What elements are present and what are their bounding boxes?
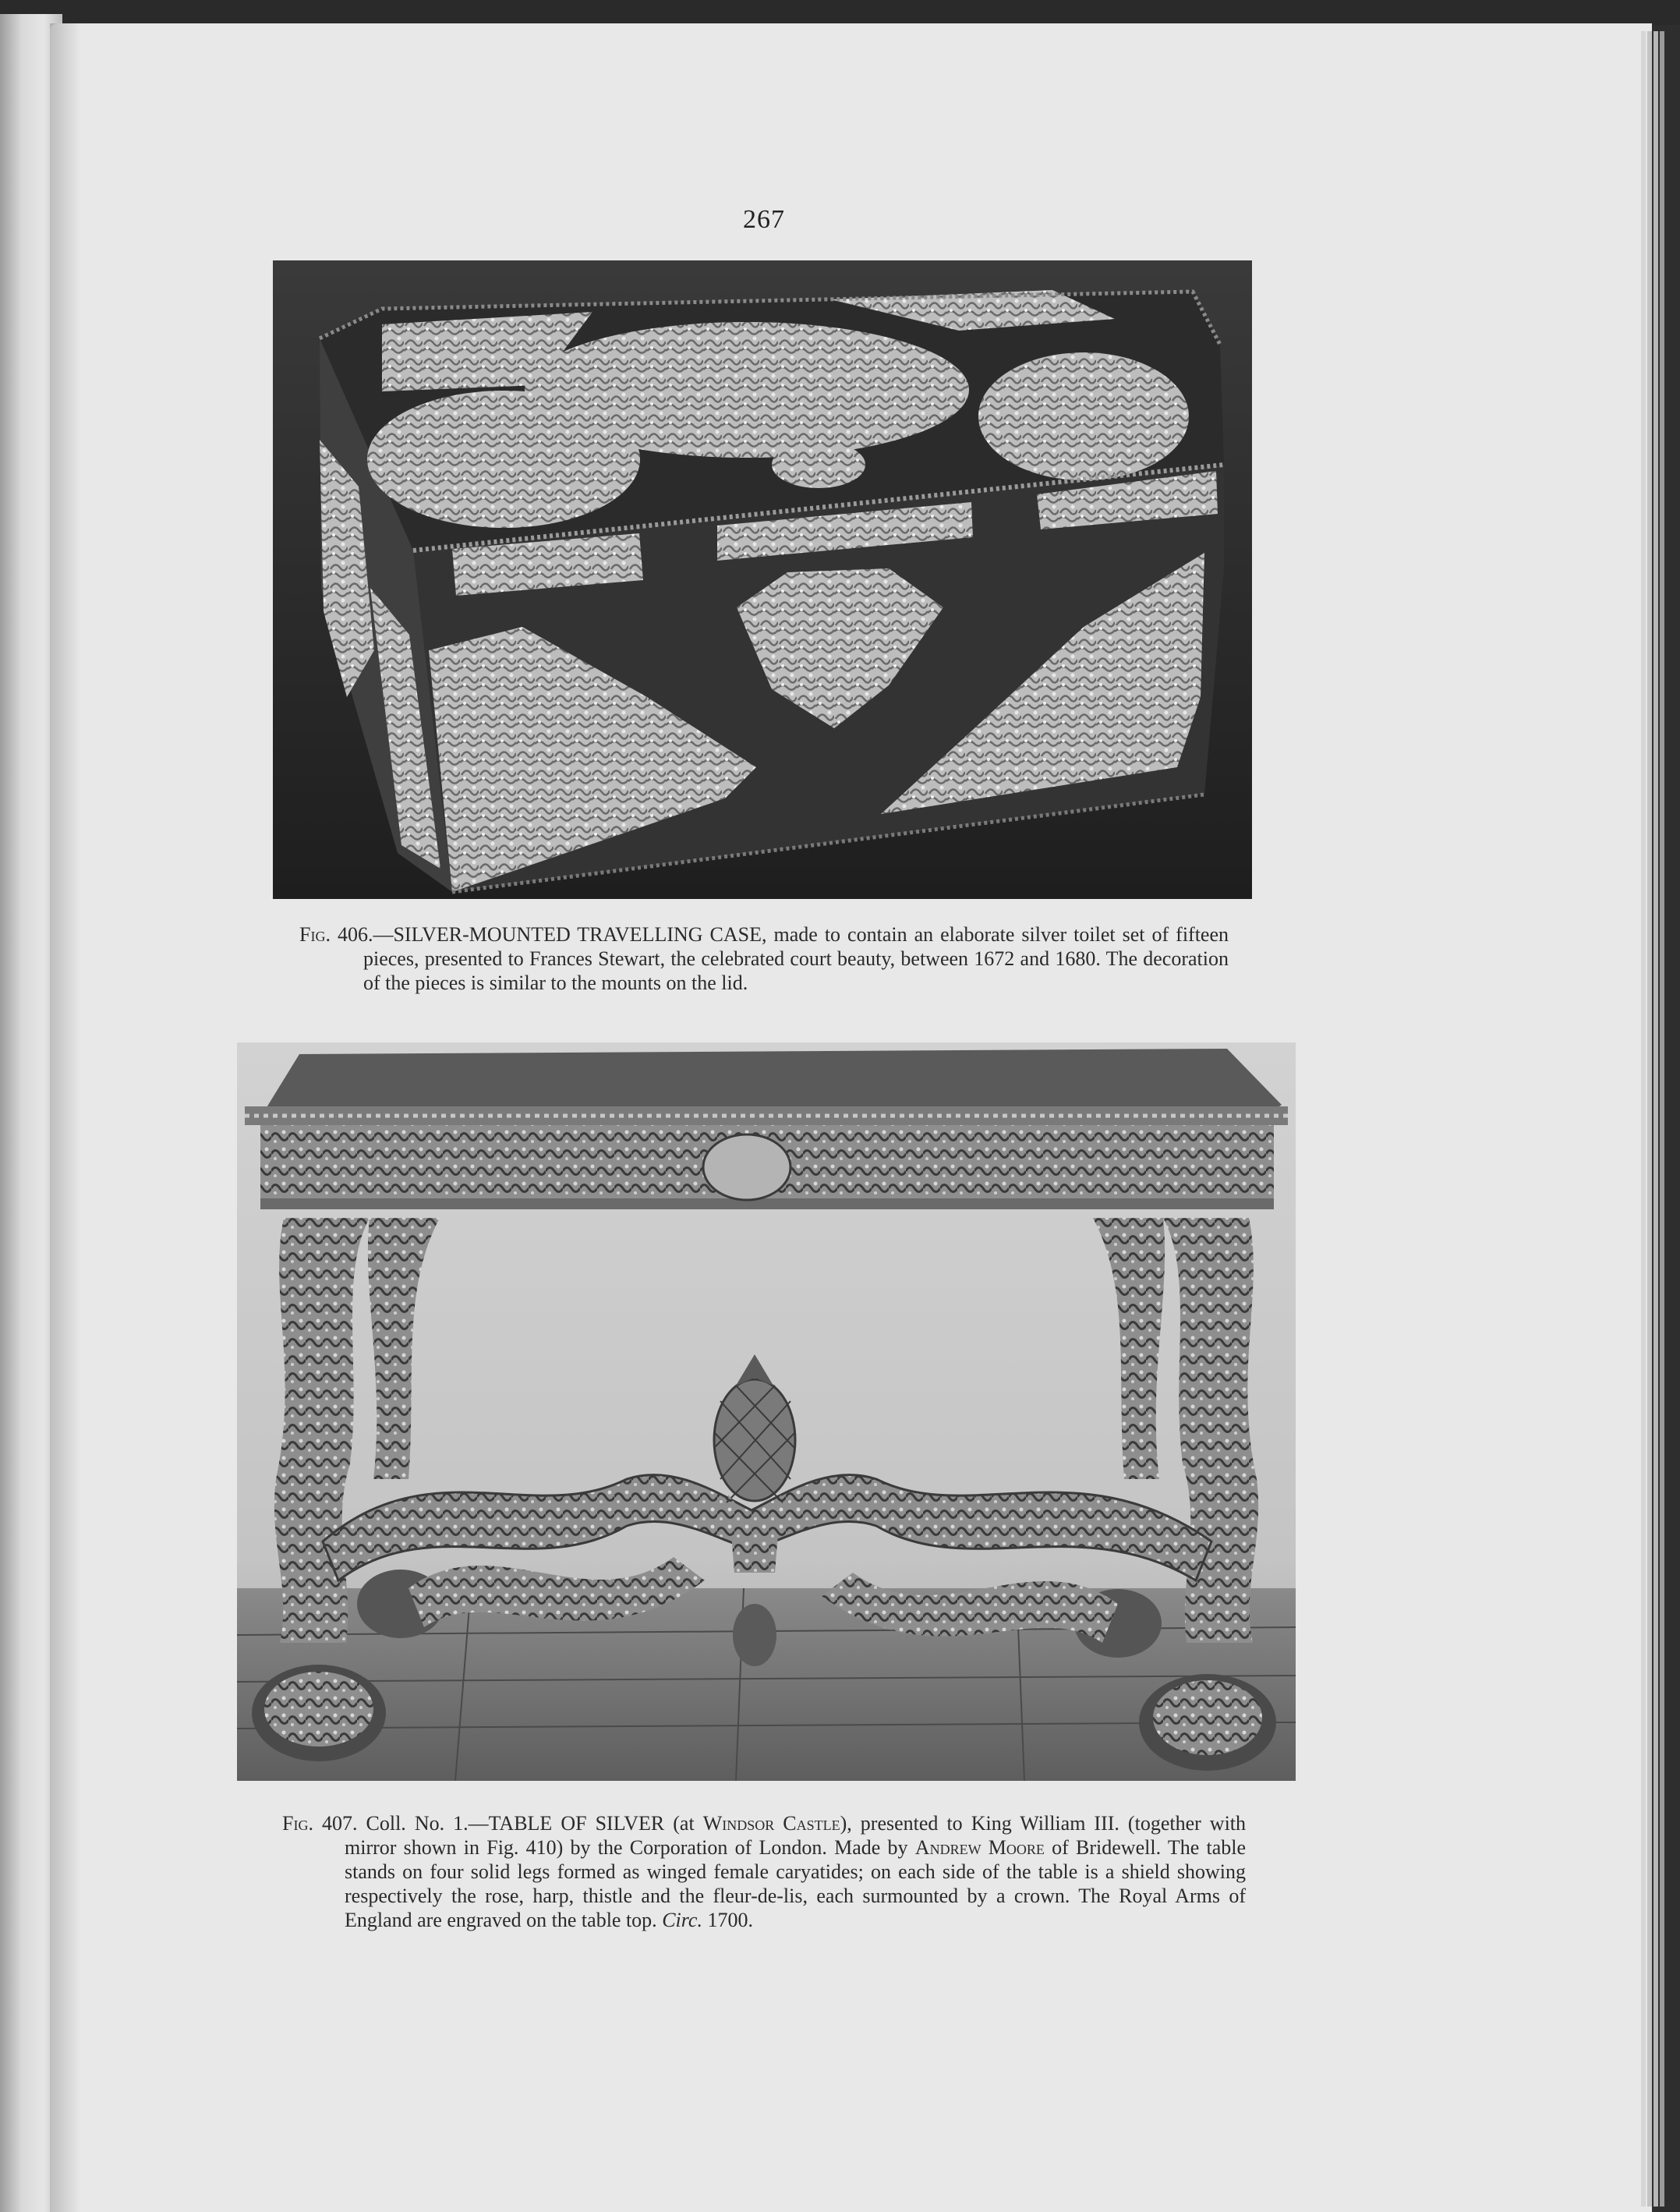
gutter-shadow bbox=[50, 23, 81, 2212]
caption-text: of Bridewell. The table stands on four solid legs formed as winged female caryatides; on each side of the table is a shield showing respectively the rose, harp, thistle and the fleur-de-lis, each surmounted by a crown. The Royal Arms of England are engraved on the table top. bbox=[345, 1836, 1247, 1931]
figure-title: —TABLE OF SILVER bbox=[468, 1812, 665, 1835]
figure-label: Fig. 407. bbox=[282, 1812, 358, 1835]
figure-407-photo bbox=[237, 1042, 1296, 1781]
page-number: 267 bbox=[743, 205, 785, 234]
caption-date: 1700. bbox=[702, 1909, 753, 1931]
scan-background bbox=[0, 0, 1680, 25]
circa-label: Circ. bbox=[662, 1909, 702, 1931]
page-edge-stack bbox=[1653, 31, 1658, 2207]
figure-title: —SILVER-MOUNTED TRAVELLING CASE, bbox=[373, 923, 767, 946]
figure-407-caption bbox=[282, 1811, 1246, 1932]
figure-406-photo bbox=[273, 260, 1252, 899]
page-edge-stack bbox=[1641, 31, 1646, 2207]
caption-text: (at bbox=[664, 1812, 703, 1835]
caption-text: ), presented to King William III. (together with mirror shown in Fig. 410) by the Corporation of London. Made by bbox=[345, 1812, 1247, 1859]
location-name: Windsor Castle bbox=[702, 1812, 840, 1835]
page-edge-stack bbox=[1647, 31, 1652, 2207]
travelling-case-illustration bbox=[273, 260, 1252, 899]
figure-label: Fig. 406. bbox=[299, 923, 373, 946]
silver-table-illustration bbox=[237, 1042, 1296, 1781]
maker-name: Andrew Moore bbox=[914, 1836, 1045, 1859]
page-edge-stack bbox=[1660, 31, 1664, 2207]
figure-406-caption bbox=[299, 922, 1229, 995]
collection-number: Coll. No. 1. bbox=[357, 1812, 469, 1835]
figure-description: made to contain an elaborate silver toilet set of fifteen pieces, presented to Frances Stewart, the celebrated court beauty, between 1672 and 1680. The decoration of the pieces is similar to the mounts on the lid. bbox=[363, 923, 1229, 994]
